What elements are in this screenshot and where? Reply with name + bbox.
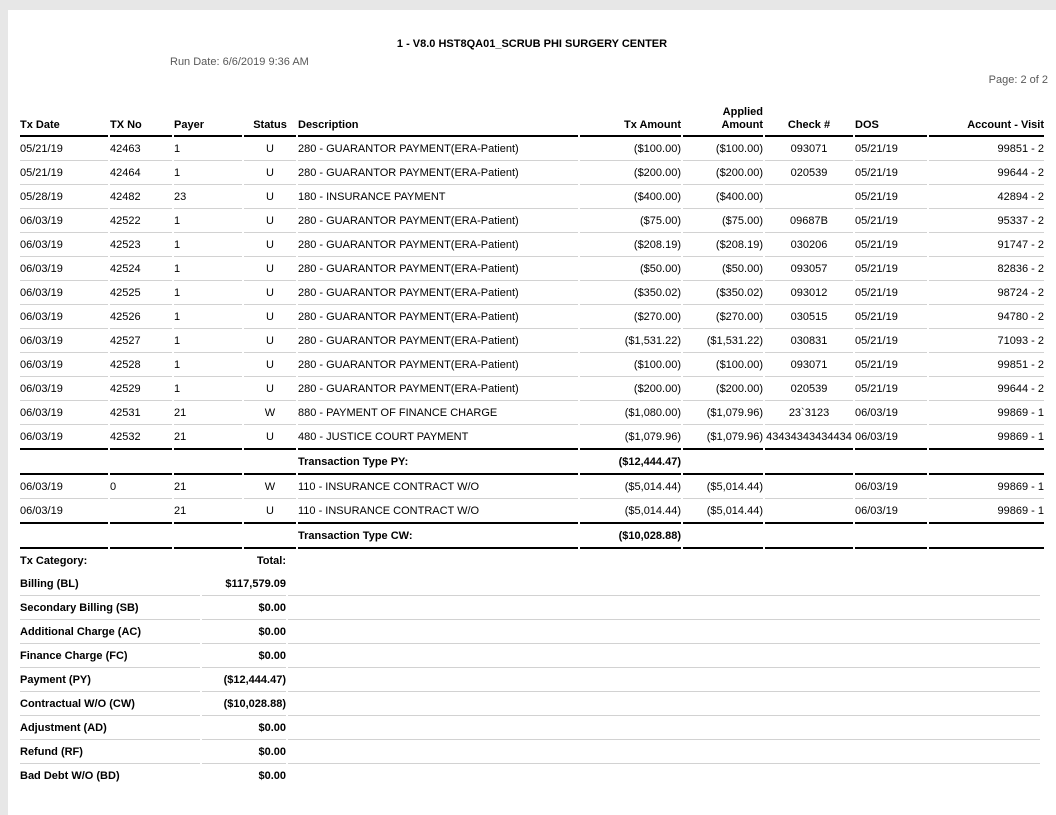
cw-subtotal-amount: ($10,028.88) xyxy=(580,522,681,549)
summary-category-label: Billing (BL) xyxy=(20,572,200,596)
cell-tx-amount: ($350.02) xyxy=(580,281,681,305)
cell-description: 280 - GUARANTOR PAYMENT(ERA-Patient) xyxy=(298,329,578,353)
summary-rows xyxy=(20,572,1040,787)
summary-row xyxy=(20,716,1040,740)
summary-row xyxy=(20,644,1040,668)
transaction-row xyxy=(20,233,1044,257)
cell-tx-amount: ($100.00) xyxy=(580,353,681,377)
summary-total-value: $0.00 xyxy=(202,620,286,644)
cell-account-visit: 99851 - 2 xyxy=(929,137,1044,161)
transaction-row xyxy=(20,377,1044,401)
cell-check-number: 093012 xyxy=(765,281,853,305)
cell-tx-no: 42463 xyxy=(110,137,172,161)
cell-check-number xyxy=(765,475,853,499)
cell-tx-no: 42529 xyxy=(110,377,172,401)
summary-category-label: Payment (PY) xyxy=(20,668,200,692)
cell-tx-no: 42523 xyxy=(110,233,172,257)
summary-row xyxy=(20,740,1040,764)
cw-subtotal-label: Transaction Type CW: xyxy=(298,522,578,549)
cw-subtotal-row xyxy=(20,522,1044,549)
transaction-row xyxy=(20,209,1044,233)
cell-tx-no: 42524 xyxy=(110,257,172,281)
col-header-tx-no: TX No xyxy=(110,106,172,137)
cell-tx-no: 42527 xyxy=(110,329,172,353)
summary-total-value: $0.00 xyxy=(202,644,286,668)
cell-account-visit: 98724 - 2 xyxy=(929,281,1044,305)
cell-applied-amount: ($5,014.44) xyxy=(706,505,763,517)
cell-dos: 05/21/19 xyxy=(855,161,927,185)
transaction-row xyxy=(20,185,1044,209)
cell-status: U xyxy=(266,431,274,443)
summary-total-header: Total: xyxy=(256,555,286,567)
summary-row xyxy=(20,764,1040,787)
cell-account-visit: 42894 - 2 xyxy=(929,185,1044,209)
cell-description: 110 - INSURANCE CONTRACT W/O xyxy=(298,505,480,517)
cell-description: 280 - GUARANTOR PAYMENT(ERA-Patient) xyxy=(298,377,578,401)
cell-description: 280 - GUARANTOR PAYMENT(ERA-Patient) xyxy=(298,137,578,161)
cell-account-visit: 99644 - 2 xyxy=(929,377,1044,401)
cell-description: 180 - INSURANCE PAYMENT xyxy=(298,185,578,209)
cell-tx-no: 0 xyxy=(110,475,172,499)
cell-tx-date: 06/03/19 xyxy=(20,431,63,443)
cell-check-number: 020539 xyxy=(765,161,853,185)
col-header-account-visit: Account - Visit xyxy=(929,106,1044,137)
cell-tx-amount: ($1,531.22) xyxy=(580,329,681,353)
cell-description: 480 - JUSTICE COURT PAYMENT xyxy=(298,431,469,443)
transaction-row xyxy=(20,329,1044,353)
cell-tx-amount: ($270.00) xyxy=(580,305,681,329)
cell-applied-amount: ($208.19) xyxy=(683,233,763,257)
transaction-row xyxy=(20,401,1044,425)
transaction-table-header xyxy=(20,106,1044,137)
cell-tx-amount: ($50.00) xyxy=(580,257,681,281)
cell-tx-no: 42482 xyxy=(110,185,172,209)
cell-status: U xyxy=(244,329,296,353)
cell-check-number: 030515 xyxy=(765,305,853,329)
cell-tx-amount: ($1,079.96) xyxy=(624,431,681,443)
py-subtotal-amount: ($12,444.47) xyxy=(580,448,681,475)
cell-description: 280 - GUARANTOR PAYMENT(ERA-Patient) xyxy=(298,161,578,185)
cell-status: W xyxy=(244,401,296,425)
cell-tx-date: 05/21/19 xyxy=(20,137,108,161)
cell-account-visit: 94780 - 2 xyxy=(929,305,1044,329)
cell-applied-amount: ($270.00) xyxy=(683,305,763,329)
cell-applied-amount: ($50.00) xyxy=(683,257,763,281)
cell-applied-amount: ($100.00) xyxy=(683,353,763,377)
transaction-row xyxy=(20,499,1044,522)
cell-applied-amount: ($75.00) xyxy=(683,209,763,233)
cell-tx-date: 05/28/19 xyxy=(20,185,108,209)
cell-account-visit: 71093 - 2 xyxy=(929,329,1044,353)
py-subtotal xyxy=(20,448,1044,475)
cell-check-number: 093057 xyxy=(765,257,853,281)
cell-check-number: 09687B xyxy=(765,209,853,233)
header-row xyxy=(20,106,1044,137)
cell-applied-amount: ($200.00) xyxy=(683,377,763,401)
cell-tx-amount: ($200.00) xyxy=(580,161,681,185)
cell-tx-amount: ($75.00) xyxy=(580,209,681,233)
cell-payer: 21 xyxy=(174,475,242,499)
cell-tx-date: 06/03/19 xyxy=(20,353,108,377)
summary-row xyxy=(20,692,1040,716)
cell-description: 110 - INSURANCE CONTRACT W/O xyxy=(298,475,578,499)
cell-status: U xyxy=(266,505,274,517)
cw-subtotal xyxy=(20,522,1044,549)
cell-check-number: 23`3123 xyxy=(765,401,853,425)
cell-applied-amount: ($200.00) xyxy=(683,161,763,185)
cell-dos: 06/03/19 xyxy=(855,431,898,443)
summary-total-value: ($10,028.88) xyxy=(202,692,286,716)
summary-category-header: Tx Category: xyxy=(20,555,88,567)
cell-dos: 05/21/19 xyxy=(855,257,927,281)
col-header-tx-amount: Tx Amount xyxy=(580,106,681,137)
col-header-status: Status xyxy=(244,106,296,137)
cell-tx-date: 05/21/19 xyxy=(20,161,108,185)
cell-payer: 1 xyxy=(174,305,242,329)
cell-tx-no: 42526 xyxy=(110,305,172,329)
report-viewer xyxy=(0,10,1056,815)
cell-account-visit: 91747 - 2 xyxy=(929,233,1044,257)
report-header xyxy=(8,10,1056,106)
col-header-dos: DOS xyxy=(855,106,927,137)
cell-description: 280 - GUARANTOR PAYMENT(ERA-Patient) xyxy=(298,257,578,281)
py-subtotal-label: Transaction Type PY: xyxy=(298,448,578,475)
cell-tx-date: 06/03/19 xyxy=(20,281,108,305)
cell-tx-no: 42531 xyxy=(110,401,172,425)
report-page xyxy=(8,10,1056,815)
cell-status: U xyxy=(244,353,296,377)
cell-check-number: 093071 xyxy=(765,137,853,161)
transaction-row xyxy=(20,281,1044,305)
cell-dos: 06/03/19 xyxy=(855,401,927,425)
cell-dos: 06/03/19 xyxy=(855,475,927,499)
summary-total-value: ($12,444.47) xyxy=(202,668,286,692)
cell-applied-amount: ($400.00) xyxy=(683,185,763,209)
cell-tx-no: 42525 xyxy=(110,281,172,305)
cell-check-number: 43434343434434 xyxy=(766,431,852,443)
summary-category-label: Additional Charge (AC) xyxy=(20,620,200,644)
col-header-check: Check # xyxy=(765,106,853,137)
summary-category-label: Finance Charge (FC) xyxy=(20,644,200,668)
transaction-row xyxy=(20,425,1044,448)
cell-tx-amount: ($400.00) xyxy=(580,185,681,209)
cell-tx-amount: ($5,014.44) xyxy=(580,475,681,499)
cell-account-visit: 99869 - 1 xyxy=(929,475,1044,499)
cell-tx-amount: ($1,080.00) xyxy=(580,401,681,425)
cell-applied-amount: ($1,079.96) xyxy=(683,401,763,425)
cw-rows xyxy=(20,475,1044,522)
cell-payer: 21 xyxy=(174,505,187,517)
col-header-tx-date: Tx Date xyxy=(20,106,108,137)
py-subtotal-row xyxy=(20,448,1044,475)
cell-payer: 1 xyxy=(174,209,242,233)
summary-category-label: Secondary Billing (SB) xyxy=(20,596,200,620)
cell-tx-amount: ($200.00) xyxy=(580,377,681,401)
transaction-row xyxy=(20,353,1044,377)
cell-payer: 1 xyxy=(174,353,242,377)
cell-description: 880 - PAYMENT OF FINANCE CHARGE xyxy=(298,401,578,425)
report-title: 1 - V8.0 HST8QA01_SCRUB PHI SURGERY CENTER xyxy=(396,38,668,50)
cell-dos: 05/21/19 xyxy=(855,233,927,257)
summary-header-row xyxy=(20,549,1040,572)
cell-tx-no: 42532 xyxy=(110,431,141,443)
cell-payer: 1 xyxy=(174,137,242,161)
cell-check-number xyxy=(765,185,853,209)
cell-tx-date: 06/03/19 xyxy=(20,505,63,517)
transaction-row xyxy=(20,305,1044,329)
summary-row xyxy=(20,668,1040,692)
cell-payer: 1 xyxy=(174,329,242,353)
summary-category-label: Contractual W/O (CW) xyxy=(20,692,200,716)
cell-check-number: 030831 xyxy=(765,329,853,353)
cell-account-visit: 99869 - 1 xyxy=(997,431,1044,443)
summary-total-value: $0.00 xyxy=(202,596,286,620)
cell-status: U xyxy=(244,377,296,401)
cell-check-number xyxy=(765,499,853,522)
cell-payer: 1 xyxy=(174,281,242,305)
cell-status: U xyxy=(244,281,296,305)
summary-total-value: $0.00 xyxy=(202,740,286,764)
summary-category-label: Refund (RF) xyxy=(20,740,200,764)
summary-header xyxy=(20,549,1040,572)
cell-applied-amount: ($1,531.22) xyxy=(683,329,763,353)
cell-tx-date: 06/03/19 xyxy=(20,401,108,425)
cell-tx-date: 06/03/19 xyxy=(20,257,108,281)
cell-tx-amount: ($100.00) xyxy=(580,137,681,161)
summary-category-label: Bad Debt W/O (BD) xyxy=(20,770,120,782)
summary-total-value: $117,579.09 xyxy=(202,572,286,596)
summary-row xyxy=(20,620,1040,644)
cell-account-visit: 95337 - 2 xyxy=(929,209,1044,233)
transaction-row xyxy=(20,257,1044,281)
summary-row xyxy=(20,572,1040,596)
cell-description: 280 - GUARANTOR PAYMENT(ERA-Patient) xyxy=(298,281,578,305)
cell-dos: 05/21/19 xyxy=(855,281,927,305)
cell-status: U xyxy=(244,233,296,257)
cell-dos: 05/21/19 xyxy=(855,329,927,353)
cell-tx-date: 06/03/19 xyxy=(20,305,108,329)
cell-account-visit: 99851 - 2 xyxy=(929,353,1044,377)
cell-applied-amount: ($1,079.96) xyxy=(706,431,763,443)
cell-payer: 1 xyxy=(174,257,242,281)
cell-account-visit: 82836 - 2 xyxy=(929,257,1044,281)
cell-account-visit: 99869 - 1 xyxy=(997,505,1044,517)
transaction-table xyxy=(18,106,1046,549)
cell-check-number: 020539 xyxy=(765,377,853,401)
cell-dos: 05/21/19 xyxy=(855,377,927,401)
cell-account-visit: 99869 - 1 xyxy=(929,401,1044,425)
cell-description: 280 - GUARANTOR PAYMENT(ERA-Patient) xyxy=(298,305,578,329)
cell-dos: 05/21/19 xyxy=(855,209,927,233)
transaction-row xyxy=(20,161,1044,185)
summary-total-value: $0.00 xyxy=(202,716,286,740)
cell-tx-amount: ($5,014.44) xyxy=(624,505,681,517)
transaction-row xyxy=(20,475,1044,499)
cell-status: W xyxy=(244,475,296,499)
cell-dos: 05/21/19 xyxy=(855,353,927,377)
cell-status: U xyxy=(244,305,296,329)
cell-payer: 1 xyxy=(174,233,242,257)
cell-dos: 05/21/19 xyxy=(855,137,927,161)
py-rows xyxy=(20,137,1044,448)
summary-category-label: Adjustment (AD) xyxy=(20,716,200,740)
cell-payer: 23 xyxy=(174,185,242,209)
run-date: Run Date: 6/6/2019 9:36 AM xyxy=(170,56,309,68)
cell-dos: 05/21/19 xyxy=(855,185,927,209)
cell-tx-no: 42528 xyxy=(110,353,172,377)
cell-account-visit: 99644 - 2 xyxy=(929,161,1044,185)
cell-status: U xyxy=(244,161,296,185)
cell-dos: 06/03/19 xyxy=(855,505,898,517)
cell-tx-date: 06/03/19 xyxy=(20,377,108,401)
cell-status: U xyxy=(244,137,296,161)
page-number: Page: 2 of 2 xyxy=(988,74,1048,86)
cell-tx-no: 42522 xyxy=(110,209,172,233)
summary-table xyxy=(18,549,1042,787)
cell-description: 280 - GUARANTOR PAYMENT(ERA-Patient) xyxy=(298,353,578,377)
cell-tx-date: 06/03/19 xyxy=(20,233,108,257)
col-header-payer: Payer xyxy=(174,106,242,137)
cell-applied-amount: ($350.02) xyxy=(683,281,763,305)
cell-tx-amount: ($208.19) xyxy=(580,233,681,257)
col-header-applied-amount: Applied Amount xyxy=(683,106,763,137)
cell-tx-no: 42464 xyxy=(110,161,172,185)
cell-tx-date: 06/03/19 xyxy=(20,209,108,233)
cell-check-number: 030206 xyxy=(765,233,853,257)
cell-payer: 1 xyxy=(174,161,242,185)
cell-payer: 21 xyxy=(174,401,242,425)
cell-applied-amount: ($100.00) xyxy=(683,137,763,161)
cell-tx-no xyxy=(110,499,172,522)
cell-check-number: 093071 xyxy=(765,353,853,377)
cell-status: U xyxy=(244,257,296,281)
cell-tx-date: 06/03/19 xyxy=(20,329,108,353)
cell-description: 280 - GUARANTOR PAYMENT(ERA-Patient) xyxy=(298,209,578,233)
cell-payer: 1 xyxy=(174,377,242,401)
cell-dos: 05/21/19 xyxy=(855,305,927,329)
summary-total-value: $0.00 xyxy=(258,770,286,782)
summary-row xyxy=(20,596,1040,620)
cell-payer: 21 xyxy=(174,431,187,443)
cell-tx-date: 06/03/19 xyxy=(20,475,108,499)
cell-status: U xyxy=(244,185,296,209)
transaction-row xyxy=(20,137,1044,161)
col-header-description: Description xyxy=(298,106,578,137)
cell-status: U xyxy=(244,209,296,233)
cell-description: 280 - GUARANTOR PAYMENT(ERA-Patient) xyxy=(298,233,578,257)
cell-applied-amount: ($5,014.44) xyxy=(683,475,763,499)
